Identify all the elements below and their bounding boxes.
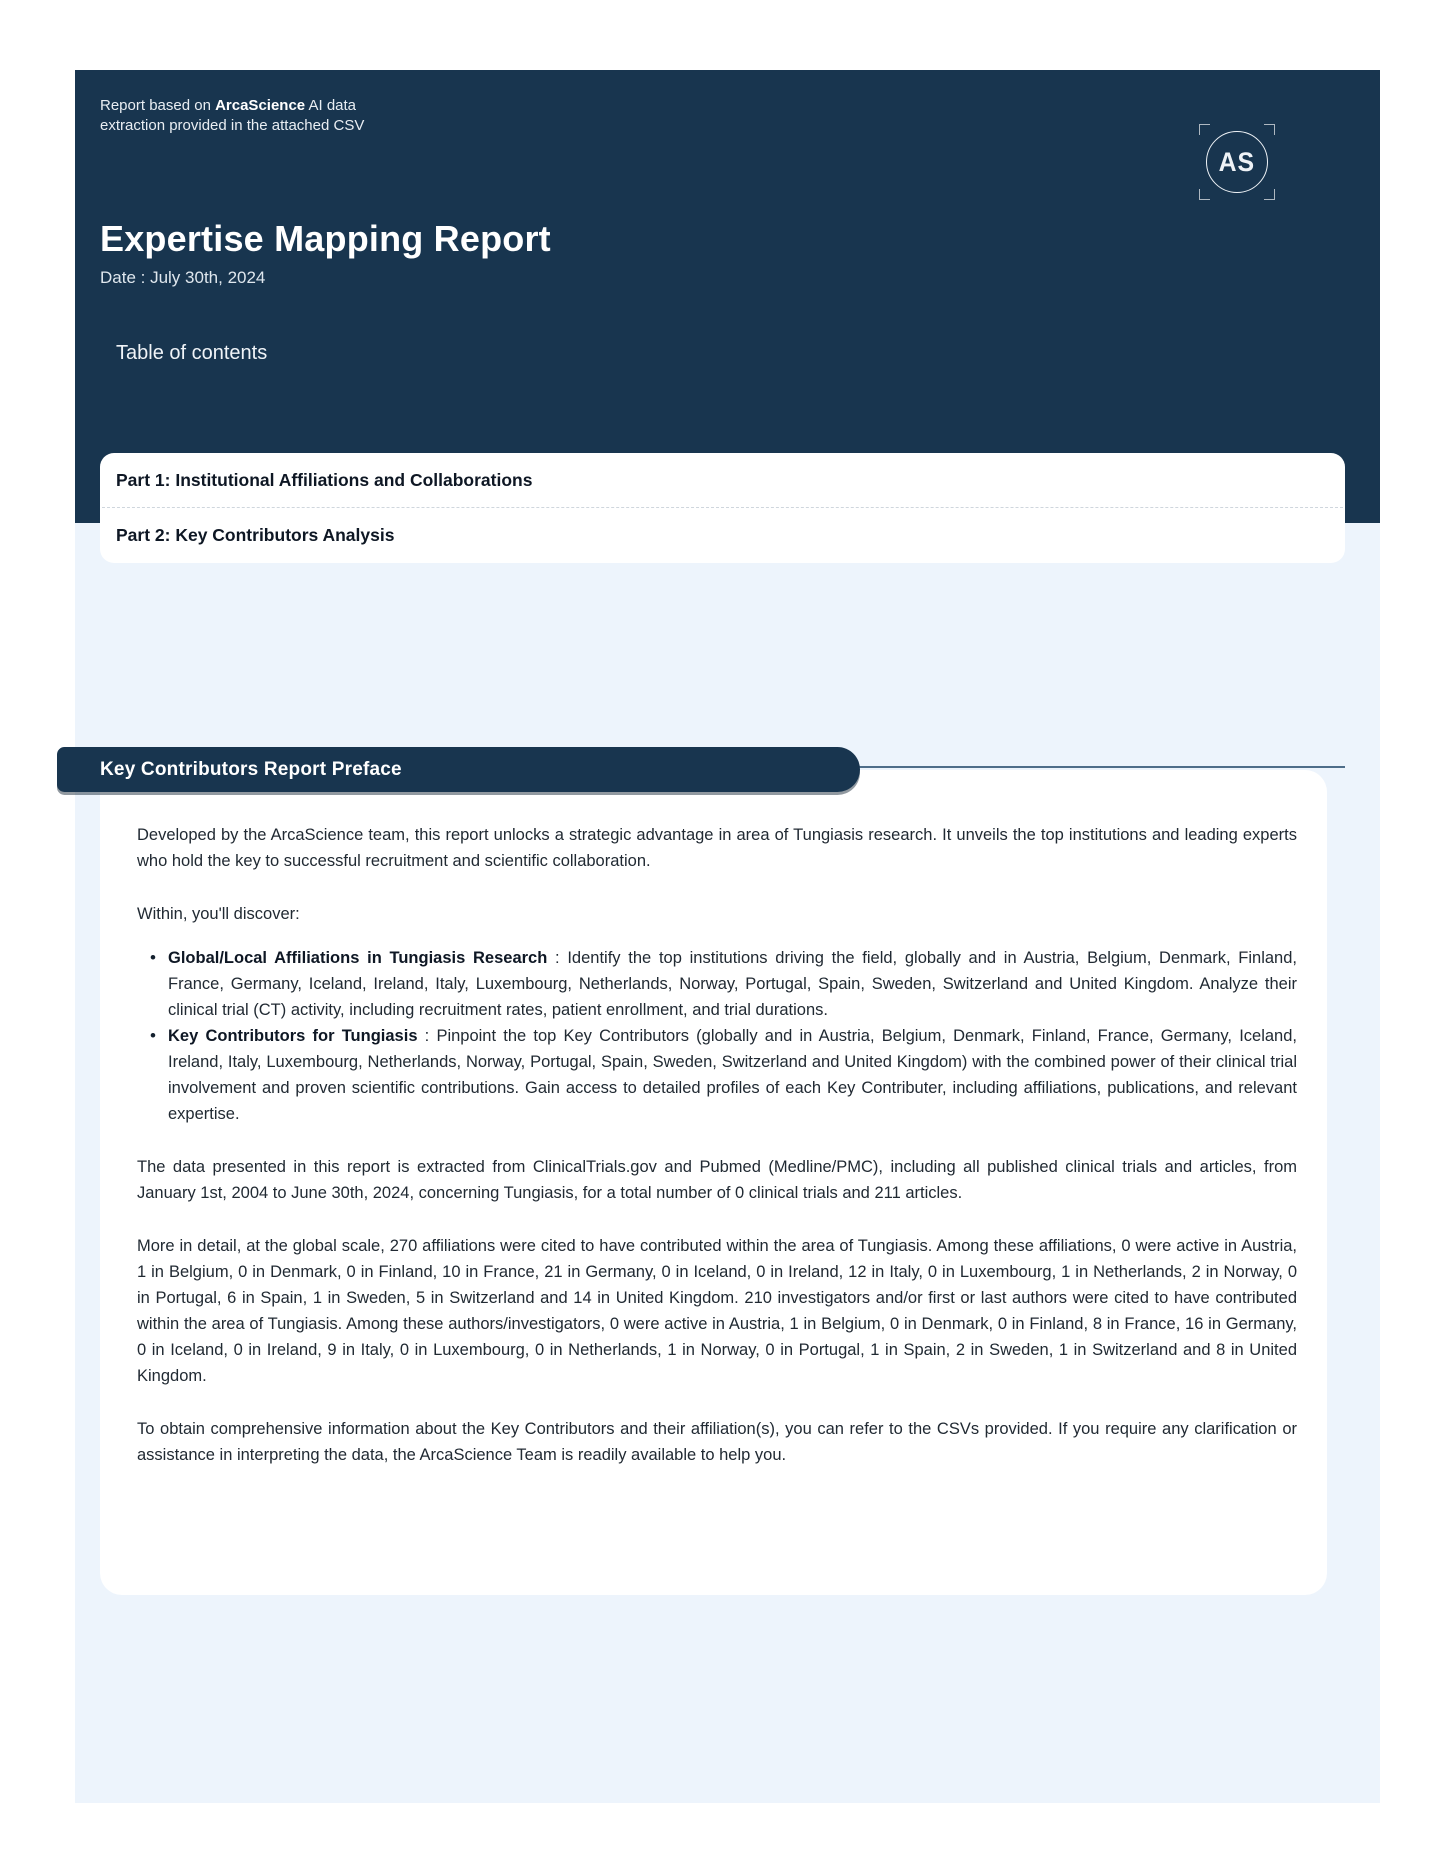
report-note	[100, 96, 380, 136]
detail-statistics-paragraph: More in detail, at the global scale, 270 affiliations were cited to have contributed within the area of Tungiasis. Among these affiliations, 0 were active in Austria, 1 in Belgium, 0 in Denmark, 0 in Finland, 10 in France, 21 in Germany, 0 in Iceland, 0 in Ireland, 12 in Italy, 0 in Luxembourg, 1 in Netherlands, 2 in Norway, 0 in Portugal, 6 in Spain, 1 in Sweden, 5 in Switzerland and 14 in United Kingdom. 210 investigators and/or first or last authors were cited to have contributed within the area of Tungiasis. Among these authors/investigators, 0 were active in Austria, 1 in Belgium, 0 in Denmark, 0 in Finland, 8 in France, 16 in Germany, 0 in Iceland, 0 in Ireland, 9 in Italy, 0 in Luxembourg, 0 in Netherlands, 1 in Norway, 0 in Portugal, 1 in Spain, 2 in Sweden, 1 in Switzerland and 8 in United Kingdom.	[137, 1237, 1297, 1385]
discover-bullet-list	[137, 945, 1297, 1127]
report-note-suffix: AI data extraction provided in the attached CSV	[100, 97, 365, 134]
logo-crop-mark-icon	[1264, 189, 1275, 200]
discover-intro: Within, you'll discover:	[137, 905, 300, 923]
contact-paragraph: To obtain comprehensive information about the Key Contributors and their affiliation(s), you can refer to the CSVs provided. If you require any clarification or assistance in interpreting the data, the ArcaScience Team is readily available to help you.	[137, 1420, 1297, 1464]
logo-monogram: AS	[1218, 146, 1256, 177]
preface-card	[100, 770, 1327, 1595]
data-source-paragraph: The data presented in this report is extracted from ClinicalTrials.gov and Pubmed (Medline/PMC), including all published clinical trials and articles, from January 1st, 2004 to June 30th, 2024, concerning Tungiasis, for a total number of 0 clinical trials and 211 articles.	[137, 1158, 1297, 1202]
preface-intro-paragraph: Developed by the ArcaScience team, this report unlocks a strategic advantage in area of Tungiasis research. It unveils the top institutions and leading experts who hold the key to successful recruitment and scientific collaboration.	[137, 826, 1297, 870]
arcascience-logo	[1199, 124, 1275, 200]
toc-item-part-2[interactable]	[100, 508, 1345, 562]
bullet-lead: Key Contributors for Tungiasis	[168, 1027, 418, 1045]
bullet-lead: Global/Local Affiliations in Tungiasis Research	[168, 949, 548, 967]
logo-crop-mark-icon	[1199, 124, 1210, 135]
report-date: Date : July 30th, 2024	[100, 268, 266, 287]
logo-crop-mark-icon	[1199, 189, 1210, 200]
toc-item-label: Part 1: Institutional Affiliations and Collaborations	[116, 469, 533, 490]
bullet-body: : Identify the top institutions driving the field, globally and in Austria, Belgium, Denmark, Finland, France, Germany, Iceland, Ireland, Italy, Luxembourg, Netherlands, Norway, Portugal, Spain, Sweden, Switzerland and United Kingdom. Analyze their clinical trial (CT) activity, including recruitment rates, patient enrollment, and trial durations.	[168, 949, 1297, 1019]
bullet-global-affiliations	[137, 945, 1297, 1023]
preface-banner	[57, 747, 860, 792]
bullet-body: : Pinpoint the top Key Contributors (globally and in Austria, Belgium, Denmark, Finland, France, Germany, Iceland, Ireland, Italy, Luxembourg, Netherlands, Norway, Portugal, Spain, Sweden, Switzerland and United Kingdom) with the combined power of their clinical trial involvement and proven scientific contributions. Gain access to detailed profiles of each Key Contributer, including affiliations, publications, and relevant expertise.	[168, 1027, 1297, 1123]
bullet-key-contributors	[137, 1023, 1297, 1127]
toc-heading: Table of contents	[116, 342, 268, 364]
preface-banner-label: Key Contributors Report Preface	[100, 758, 402, 780]
toc-card	[100, 453, 1345, 563]
page-title: Expertise Mapping Report	[100, 218, 551, 259]
report-note-brand: ArcaScience	[215, 97, 306, 114]
logo-circle-icon	[1206, 131, 1268, 193]
banner-rule	[840, 766, 1345, 768]
toc-item-part-1[interactable]	[100, 453, 1345, 507]
logo-crop-mark-icon	[1264, 124, 1275, 135]
toc-item-label: Part 2: Key Contributors Analysis	[116, 524, 395, 545]
report-note-prefix: Report based on	[100, 97, 216, 114]
